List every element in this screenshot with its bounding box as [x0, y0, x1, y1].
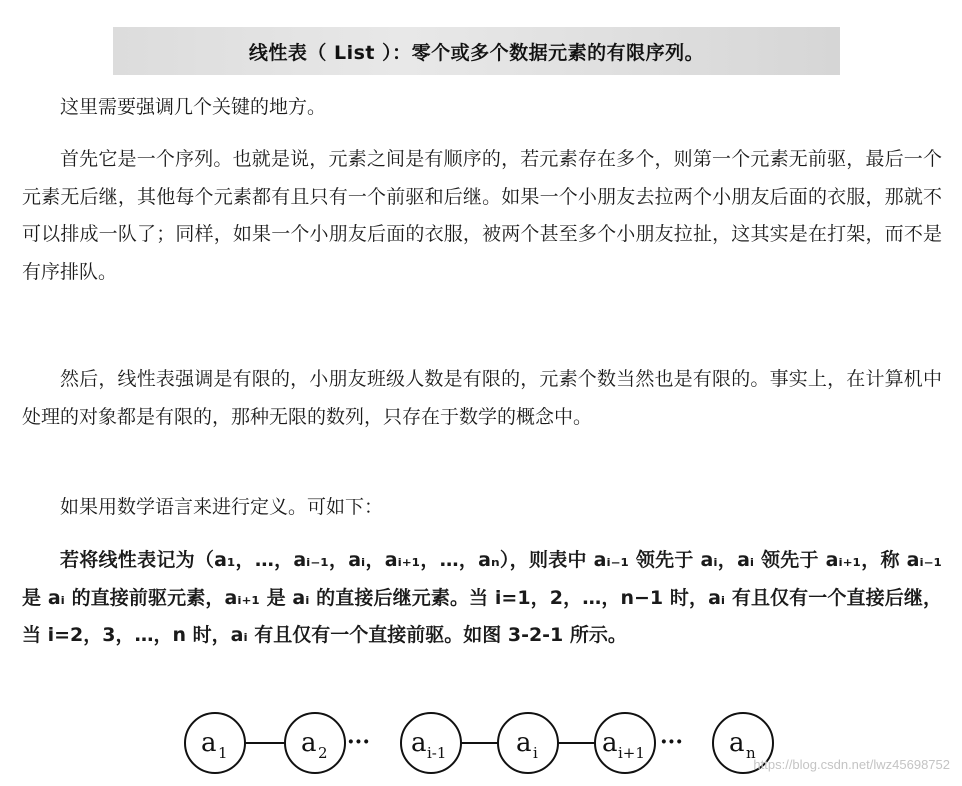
- svg-text:a: a: [411, 728, 427, 758]
- ellipsis-1: ···: [347, 729, 370, 755]
- node-a2: [285, 713, 345, 773]
- node-a1: [185, 713, 245, 773]
- svg-text:n: n: [746, 744, 756, 762]
- node-ai: [498, 713, 558, 773]
- watermark: https://blog.csdn.net/lwz45698752: [753, 757, 950, 772]
- svg-text:1: 1: [218, 744, 228, 762]
- svg-text:2: 2: [318, 744, 328, 762]
- ellipsis-2: ···: [660, 729, 683, 755]
- paragraph-math-intro: 如果用数学语言来进行定义。可如下：: [60, 496, 384, 518]
- paragraph-sequence: 首先它是一个序列。也就是说，元素之间是有顺序的，若元素存在多个，则第一个元素无前驱，最后一个元素无后继，其他每个元素都有且只有一个前驱和后继。如果一个小朋友去拉两个小朋友后面的衣服，那就不可以排成一队了；同样，如果一个小朋友后面的衣服，被两个甚至多个小朋友拉扯，这其实是在打架，而不是有序排队。: [22, 148, 942, 283]
- svg-text:a: a: [516, 728, 532, 758]
- svg-text:a: a: [729, 728, 745, 758]
- node-ai-plus-1: [595, 713, 655, 773]
- svg-text:i: i: [533, 744, 538, 762]
- node-ai-minus-1: [401, 713, 461, 773]
- svg-text:a: a: [301, 728, 317, 758]
- definition-text: 线性表（ List ）：零个或多个数据元素的有限序列。: [248, 41, 705, 64]
- paragraph-finite: 然后，线性表强调是有限的，小朋友班级人数是有限的，元素个数当然也是有限的。事实上，在计算机中处理的对象都是有限的，那种无限的数列，只存在于数学的概念中。: [22, 368, 942, 428]
- paragraph-intro: 这里需要强调几个关键的地方。: [60, 96, 327, 118]
- paragraph-formal-definition: 若将线性表记为（a₁，…，aᵢ₋₁，aᵢ，aᵢ₊₁，…，aₙ），则表中 aᵢ₋₁ 领先于 aᵢ，aᵢ 领先于 aᵢ₊₁，称 aᵢ₋₁ 是 aᵢ 的直接前驱元素，aᵢ₊₁ 是 aᵢ 的直接后继元素。当 i=1，2，…，n−1 时，aᵢ 有且仅有一个直接后继，当 i=2，3，…，n 时，aᵢ 有且仅有一个直接前驱。如图 3-2-1 所示。: [22, 549, 942, 646]
- definition-box: [113, 27, 840, 75]
- svg-text:i+1: i+1: [618, 744, 645, 762]
- linked-list-diagram: [0, 700, 962, 786]
- svg-text:a: a: [201, 728, 217, 758]
- svg-text:a: a: [602, 728, 618, 758]
- svg-text:i-1: i-1: [427, 744, 447, 762]
